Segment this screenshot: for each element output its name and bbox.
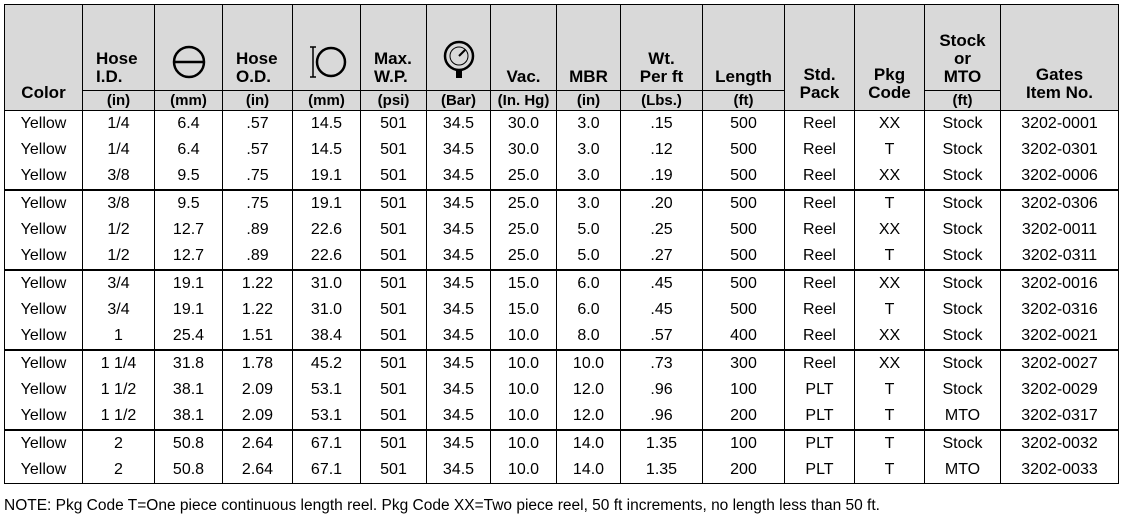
table-row — [5, 323, 1119, 350]
cell-wt-per-ft: .25 — [621, 217, 703, 243]
cell-stock-mto: Stock — [925, 430, 1001, 457]
cell-max-wp-psi: 501 — [361, 270, 427, 297]
cell-hose-od-in: 2.09 — [223, 377, 293, 403]
cell-vac: 10.0 — [491, 430, 557, 457]
cell-pkg-code: T — [855, 297, 925, 323]
cell-length: 500 — [703, 163, 785, 190]
cell-hose-od-mm: 53.1 — [293, 403, 361, 430]
cell-hose-od-mm: 19.1 — [293, 163, 361, 190]
cell-hose-id-mm: 38.1 — [155, 377, 223, 403]
cell-color: Yellow — [5, 350, 83, 377]
cell-max-wp-bar: 34.5 — [427, 190, 491, 217]
footnote: NOTE: Pkg Code T=One piece continuous length reel. Pkg Code XX=Two piece reel, 50 ft increments, no length less than 50 ft. — [4, 497, 880, 514]
cell-gates-item-no: 3202-0016 — [1001, 270, 1119, 297]
cell-std-pack: Reel — [785, 190, 855, 217]
table-row — [5, 111, 1119, 138]
cell-hose-od-in: .75 — [223, 190, 293, 217]
cell-wt-per-ft: .20 — [621, 190, 703, 217]
cell-wt-per-ft: .96 — [621, 403, 703, 430]
table-row — [5, 163, 1119, 190]
cell-max-wp-psi: 501 — [361, 111, 427, 138]
cell-vac: 10.0 — [491, 403, 557, 430]
cell-wt-per-ft: .27 — [621, 243, 703, 270]
cell-mbr: 5.0 — [557, 217, 621, 243]
cell-length: 500 — [703, 297, 785, 323]
pressure-gauge-icon — [427, 5, 491, 91]
cell-hose-id-mm: 6.4 — [155, 137, 223, 163]
cell-max-wp-psi: 501 — [361, 137, 427, 163]
cell-stock-mto: Stock — [925, 163, 1001, 190]
cell-hose-od-mm: 38.4 — [293, 323, 361, 350]
cell-hose-od-mm: 22.6 — [293, 243, 361, 270]
unit-vac: (In. Hg) — [491, 91, 557, 111]
cell-length: 100 — [703, 377, 785, 403]
cell-vac: 25.0 — [491, 217, 557, 243]
cell-stock-mto: Stock — [925, 217, 1001, 243]
cell-mbr: 10.0 — [557, 350, 621, 377]
cell-max-wp-bar: 34.5 — [427, 137, 491, 163]
cell-color: Yellow — [5, 111, 83, 138]
cell-max-wp-bar: 34.5 — [427, 297, 491, 323]
cell-max-wp-bar: 34.5 — [427, 403, 491, 430]
cell-pkg-code: XX — [855, 217, 925, 243]
cell-hose-od-mm: 31.0 — [293, 297, 361, 323]
unit-stock: (ft) — [925, 91, 1001, 111]
cell-std-pack: Reel — [785, 323, 855, 350]
cell-vac: 15.0 — [491, 270, 557, 297]
cell-length: 400 — [703, 323, 785, 350]
header-hose-od: Hose O.D. — [223, 5, 293, 91]
table-row — [5, 403, 1119, 430]
cell-max-wp-psi: 501 — [361, 163, 427, 190]
cell-std-pack: PLT — [785, 457, 855, 484]
cell-hose-od-mm: 45.2 — [293, 350, 361, 377]
cell-hose-id-in: 1/2 — [83, 243, 155, 270]
cell-max-wp-bar: 34.5 — [427, 457, 491, 484]
header-mbr: MBR — [557, 5, 621, 91]
cell-hose-id-in: 3/4 — [83, 297, 155, 323]
cell-gates-item-no: 3202-0029 — [1001, 377, 1119, 403]
header-std-pack: Std. Pack — [785, 5, 855, 111]
cell-pkg-code: T — [855, 190, 925, 217]
cell-max-wp-psi: 501 — [361, 243, 427, 270]
cell-hose-id-mm: 9.5 — [155, 190, 223, 217]
cell-hose-id-in: 1 1/2 — [83, 377, 155, 403]
cell-vac: 10.0 — [491, 350, 557, 377]
cell-mbr: 8.0 — [557, 323, 621, 350]
cell-hose-od-in: 1.51 — [223, 323, 293, 350]
header-stock-mto: Stock or MTO — [925, 5, 1001, 91]
unit-id-mm: (mm) — [155, 91, 223, 111]
cell-max-wp-bar: 34.5 — [427, 270, 491, 297]
cell-hose-od-mm: 22.6 — [293, 217, 361, 243]
cell-max-wp-bar: 34.5 — [427, 430, 491, 457]
cell-std-pack: PLT — [785, 377, 855, 403]
cell-length: 200 — [703, 457, 785, 484]
cell-pkg-code: XX — [855, 323, 925, 350]
hose-spec-table — [4, 4, 1119, 484]
cell-gates-item-no: 3202-0006 — [1001, 163, 1119, 190]
table-row — [5, 457, 1119, 484]
cell-hose-id-in: 1 1/2 — [83, 403, 155, 430]
cell-hose-od-in: .75 — [223, 163, 293, 190]
cell-hose-od-mm: 14.5 — [293, 137, 361, 163]
table-row — [5, 190, 1119, 217]
cell-gates-item-no: 3202-0021 — [1001, 323, 1119, 350]
cell-hose-id-mm: 12.7 — [155, 217, 223, 243]
cell-color: Yellow — [5, 217, 83, 243]
cell-mbr: 3.0 — [557, 163, 621, 190]
cell-wt-per-ft: .45 — [621, 270, 703, 297]
diameter-circle-icon — [155, 5, 223, 91]
cell-stock-mto: Stock — [925, 350, 1001, 377]
cell-vac: 10.0 — [491, 457, 557, 484]
outer-diameter-icon — [293, 5, 361, 91]
cell-hose-id-in: 1/4 — [83, 137, 155, 163]
unit-mbr: (in) — [557, 91, 621, 111]
cell-vac: 25.0 — [491, 243, 557, 270]
cell-hose-od-mm: 14.5 — [293, 111, 361, 138]
cell-stock-mto: Stock — [925, 190, 1001, 217]
cell-hose-od-mm: 31.0 — [293, 270, 361, 297]
cell-wt-per-ft: .19 — [621, 163, 703, 190]
cell-pkg-code: T — [855, 137, 925, 163]
header-color: Color — [5, 5, 83, 111]
cell-max-wp-psi: 501 — [361, 457, 427, 484]
cell-length: 500 — [703, 270, 785, 297]
cell-pkg-code: T — [855, 243, 925, 270]
cell-std-pack: Reel — [785, 270, 855, 297]
cell-pkg-code: T — [855, 457, 925, 484]
table-row — [5, 243, 1119, 270]
cell-stock-mto: Stock — [925, 111, 1001, 138]
cell-color: Yellow — [5, 323, 83, 350]
cell-std-pack: Reel — [785, 243, 855, 270]
cell-vac: 10.0 — [491, 377, 557, 403]
cell-hose-id-mm: 19.1 — [155, 297, 223, 323]
cell-max-wp-psi: 501 — [361, 297, 427, 323]
cell-color: Yellow — [5, 403, 83, 430]
cell-pkg-code: XX — [855, 350, 925, 377]
cell-std-pack: Reel — [785, 297, 855, 323]
cell-max-wp-psi: 501 — [361, 430, 427, 457]
cell-std-pack: PLT — [785, 403, 855, 430]
cell-pkg-code: T — [855, 430, 925, 457]
header-gates-item: Gates Item No. — [1001, 5, 1119, 111]
cell-max-wp-bar: 34.5 — [427, 243, 491, 270]
cell-wt-per-ft: .57 — [621, 323, 703, 350]
header-max-wp: Max. W.P. — [361, 5, 427, 91]
cell-mbr: 5.0 — [557, 243, 621, 270]
cell-hose-od-in: .89 — [223, 243, 293, 270]
cell-mbr: 14.0 — [557, 430, 621, 457]
cell-vac: 30.0 — [491, 137, 557, 163]
cell-hose-id-mm: 50.8 — [155, 430, 223, 457]
cell-gates-item-no: 3202-0316 — [1001, 297, 1119, 323]
cell-mbr: 12.0 — [557, 377, 621, 403]
cell-wt-per-ft: .15 — [621, 111, 703, 138]
cell-hose-id-mm: 6.4 — [155, 111, 223, 138]
cell-mbr: 6.0 — [557, 270, 621, 297]
cell-max-wp-bar: 34.5 — [427, 350, 491, 377]
cell-hose-od-mm: 53.1 — [293, 377, 361, 403]
table-row — [5, 297, 1119, 323]
cell-length: 300 — [703, 350, 785, 377]
unit-wp-psi: (psi) — [361, 91, 427, 111]
cell-length: 200 — [703, 403, 785, 430]
header-hose-id: Hose I.D. — [83, 5, 155, 91]
cell-length: 500 — [703, 217, 785, 243]
cell-max-wp-bar: 34.5 — [427, 323, 491, 350]
unit-wp-bar: (Bar) — [427, 91, 491, 111]
table-row — [5, 217, 1119, 243]
cell-mbr: 12.0 — [557, 403, 621, 430]
header-wt: Wt. Per ft — [621, 5, 703, 91]
unit-id-in: (in) — [83, 91, 155, 111]
cell-hose-id-in: 1/4 — [83, 111, 155, 138]
table-row — [5, 430, 1119, 457]
cell-max-wp-psi: 501 — [361, 323, 427, 350]
cell-gates-item-no: 3202-0301 — [1001, 137, 1119, 163]
cell-hose-od-mm: 19.1 — [293, 190, 361, 217]
cell-hose-id-mm: 25.4 — [155, 323, 223, 350]
cell-color: Yellow — [5, 430, 83, 457]
cell-std-pack: Reel — [785, 163, 855, 190]
cell-vac: 30.0 — [491, 111, 557, 138]
cell-max-wp-bar: 34.5 — [427, 377, 491, 403]
table-row — [5, 377, 1119, 403]
header-length: Length — [703, 5, 785, 91]
cell-stock-mto: Stock — [925, 323, 1001, 350]
cell-color: Yellow — [5, 190, 83, 217]
cell-stock-mto: Stock — [925, 137, 1001, 163]
unit-od-mm: (mm) — [293, 91, 361, 111]
cell-max-wp-psi: 501 — [361, 403, 427, 430]
cell-wt-per-ft: .73 — [621, 350, 703, 377]
cell-std-pack: PLT — [785, 430, 855, 457]
cell-hose-id-mm: 38.1 — [155, 403, 223, 430]
cell-hose-od-in: .57 — [223, 111, 293, 138]
cell-hose-od-in: .89 — [223, 217, 293, 243]
cell-length: 100 — [703, 430, 785, 457]
cell-hose-od-in: 2.64 — [223, 457, 293, 484]
hose-spec-table-container — [4, 4, 1118, 484]
cell-wt-per-ft: .45 — [621, 297, 703, 323]
table-body — [5, 111, 1119, 484]
cell-color: Yellow — [5, 457, 83, 484]
cell-hose-id-mm: 9.5 — [155, 163, 223, 190]
cell-gates-item-no: 3202-0317 — [1001, 403, 1119, 430]
cell-wt-per-ft: .96 — [621, 377, 703, 403]
cell-mbr: 6.0 — [557, 297, 621, 323]
cell-length: 500 — [703, 190, 785, 217]
cell-mbr: 3.0 — [557, 190, 621, 217]
cell-vac: 25.0 — [491, 190, 557, 217]
cell-color: Yellow — [5, 243, 83, 270]
table-row — [5, 350, 1119, 377]
cell-gates-item-no: 3202-0311 — [1001, 243, 1119, 270]
cell-pkg-code: XX — [855, 111, 925, 138]
cell-hose-id-in: 3/8 — [83, 190, 155, 217]
cell-hose-od-mm: 67.1 — [293, 457, 361, 484]
cell-hose-id-mm: 31.8 — [155, 350, 223, 377]
cell-wt-per-ft: .12 — [621, 137, 703, 163]
cell-hose-id-in: 1 — [83, 323, 155, 350]
cell-stock-mto: Stock — [925, 297, 1001, 323]
header-vac: Vac. — [491, 5, 557, 91]
cell-hose-id-in: 2 — [83, 430, 155, 457]
cell-hose-od-in: 1.22 — [223, 297, 293, 323]
cell-hose-od-in: 2.64 — [223, 430, 293, 457]
cell-max-wp-psi: 501 — [361, 377, 427, 403]
cell-pkg-code: XX — [855, 270, 925, 297]
cell-mbr: 3.0 — [557, 137, 621, 163]
cell-pkg-code: XX — [855, 163, 925, 190]
cell-hose-id-in: 2 — [83, 457, 155, 484]
cell-stock-mto: Stock — [925, 243, 1001, 270]
cell-hose-id-mm: 12.7 — [155, 243, 223, 270]
cell-hose-id-in: 1/2 — [83, 217, 155, 243]
cell-gates-item-no: 3202-0306 — [1001, 190, 1119, 217]
cell-vac: 25.0 — [491, 163, 557, 190]
cell-hose-id-in: 3/4 — [83, 270, 155, 297]
cell-std-pack: Reel — [785, 350, 855, 377]
cell-hose-od-in: 1.78 — [223, 350, 293, 377]
cell-gates-item-no: 3202-0011 — [1001, 217, 1119, 243]
cell-stock-mto: Stock — [925, 270, 1001, 297]
cell-stock-mto: Stock — [925, 377, 1001, 403]
table-row — [5, 137, 1119, 163]
cell-hose-id-mm: 19.1 — [155, 270, 223, 297]
cell-length: 500 — [703, 111, 785, 138]
cell-color: Yellow — [5, 163, 83, 190]
header-pkg-code: Pkg Code — [855, 5, 925, 111]
cell-pkg-code: T — [855, 377, 925, 403]
cell-max-wp-psi: 501 — [361, 350, 427, 377]
cell-gates-item-no: 3202-0027 — [1001, 350, 1119, 377]
cell-max-wp-bar: 34.5 — [427, 111, 491, 138]
cell-pkg-code: T — [855, 403, 925, 430]
cell-max-wp-bar: 34.5 — [427, 217, 491, 243]
cell-color: Yellow — [5, 297, 83, 323]
unit-wt: (Lbs.) — [621, 91, 703, 111]
cell-max-wp-bar: 34.5 — [427, 163, 491, 190]
cell-std-pack: Reel — [785, 111, 855, 138]
cell-gates-item-no: 3202-0032 — [1001, 430, 1119, 457]
cell-max-wp-psi: 501 — [361, 190, 427, 217]
cell-hose-id-in: 1 1/4 — [83, 350, 155, 377]
cell-hose-od-mm: 67.1 — [293, 430, 361, 457]
cell-vac: 10.0 — [491, 323, 557, 350]
cell-wt-per-ft: 1.35 — [621, 430, 703, 457]
cell-color: Yellow — [5, 137, 83, 163]
unit-length: (ft) — [703, 91, 785, 111]
cell-color: Yellow — [5, 270, 83, 297]
cell-hose-id-mm: 50.8 — [155, 457, 223, 484]
cell-mbr: 3.0 — [557, 111, 621, 138]
cell-std-pack: Reel — [785, 217, 855, 243]
cell-max-wp-psi: 501 — [361, 217, 427, 243]
cell-length: 500 — [703, 137, 785, 163]
cell-wt-per-ft: 1.35 — [621, 457, 703, 484]
cell-hose-od-in: 2.09 — [223, 403, 293, 430]
cell-gates-item-no: 3202-0001 — [1001, 111, 1119, 138]
cell-hose-od-in: 1.22 — [223, 270, 293, 297]
cell-gates-item-no: 3202-0033 — [1001, 457, 1119, 484]
cell-vac: 15.0 — [491, 297, 557, 323]
cell-std-pack: Reel — [785, 137, 855, 163]
unit-od-in: (in) — [223, 91, 293, 111]
cell-length: 500 — [703, 243, 785, 270]
cell-stock-mto: MTO — [925, 403, 1001, 430]
cell-stock-mto: MTO — [925, 457, 1001, 484]
table-row — [5, 270, 1119, 297]
cell-mbr: 14.0 — [557, 457, 621, 484]
cell-hose-id-in: 3/8 — [83, 163, 155, 190]
cell-hose-od-in: .57 — [223, 137, 293, 163]
cell-color: Yellow — [5, 377, 83, 403]
